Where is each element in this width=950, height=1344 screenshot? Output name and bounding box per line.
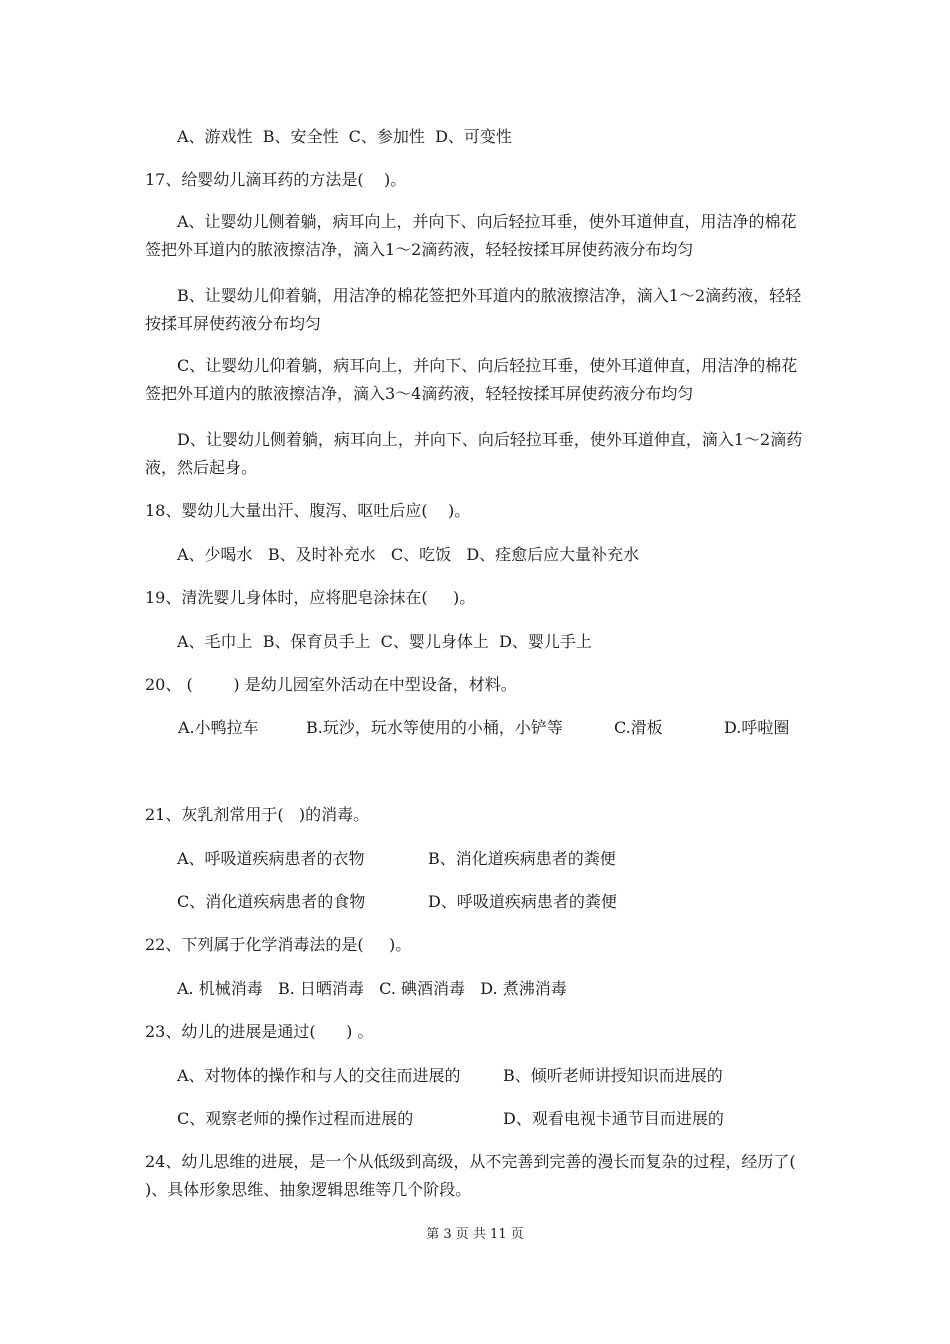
q21-option-c: C、消化道疾病患者的食物 <box>177 892 366 911</box>
q23-option-a: A、对物体的操作和与人的交往而进展的 <box>177 1066 461 1085</box>
q23-option-b: B、倾听老师讲授知识而进展的 <box>503 1066 723 1085</box>
q17-option-c: C、让婴幼儿仰着躺，病耳向上，并向下、向后轻拉耳垂，使外耳道伸直，用洁净的棉花签把外耳道内的脓液擦洁净，滴入3～4滴药液，轻轻按揉耳屏使药液分布均匀 <box>145 356 798 403</box>
q17-option-a: A、让婴幼儿侧着躺，病耳向上，并向下、向后轻拉耳垂，使外耳道伸直，用洁净的棉花签把外耳道内的脓液擦洁净，滴入1～2滴药液，轻轻按揉耳屏使药液分布均匀 <box>145 212 797 259</box>
q19-options: A、毛巾上 B、保育员手上 C、婴儿身体上 D、婴儿手上 <box>177 632 592 651</box>
q20-option-d: D.呼啦圈 <box>724 718 790 737</box>
q23-option-d: D、观看电视卡通节目而进展的 <box>503 1109 724 1128</box>
q22-options: A. 机械消毒 B. 日晒消毒 C. 碘酒消毒 D. 煮沸消毒 <box>177 979 567 998</box>
q24-stem: 24、幼儿思维的进展，是一个从低级到高级，从不完善到完善的漫长而复杂的过程，经历了( )、具体形象思维、抽象逻辑思维等几个阶段。 <box>145 1152 822 1199</box>
q16-options: A、游戏性 B、安全性 C、参加性 D、可变性 <box>177 127 512 146</box>
q21-option-d: D、呼吸道疾病患者的粪便 <box>428 892 617 911</box>
q18-options: A、少喝水 B、及时补充水 C、吃饭 D、痊愈后应大量补充水 <box>177 545 640 564</box>
q17-stem: 17、给婴幼儿滴耳药的方法是( )。 <box>145 170 407 189</box>
q17-option-b: B、让婴幼儿仰着躺，用洁净的棉花签把外耳道内的脓液擦洁净，滴入1～2滴药液，轻轻按揉耳屏使药液分布均匀 <box>145 286 802 333</box>
q23-stem: 23、幼儿的进展是通过( ) 。 <box>145 1022 374 1041</box>
q20-option-b: B.玩沙，玩水等使用的小桶，小铲等 <box>306 718 563 737</box>
q18-stem: 18、婴幼儿大量出汗、腹泻、呕吐后应( )。 <box>145 501 471 520</box>
page-footer: 第 3 页 共 11 页 <box>426 1227 524 1242</box>
q21-stem: 21、灰乳剂常用于( )的消毒。 <box>145 805 370 824</box>
q22-stem: 22、下列属于化学消毒法的是( )。 <box>145 935 412 954</box>
q23-option-c: C、观察老师的操作过程而进展的 <box>177 1109 414 1128</box>
q21-option-a: A、呼吸道疾病患者的衣物 <box>177 849 365 868</box>
q21-option-b: B、消化道疾病患者的粪便 <box>428 849 616 868</box>
q20-option-a: A.小鸭拉车 <box>178 718 259 737</box>
q20-option-c: C.滑板 <box>614 718 663 737</box>
q17-option-d: D、让婴幼儿侧着躺，病耳向上，并向下、向后轻拉耳垂，使外耳道伸直，滴入1～2滴药液，然后起身。 <box>145 430 803 477</box>
q20-stem: 20、 ( ) 是幼儿园室外活动在中型设备，材料。 <box>145 675 517 694</box>
q19-stem: 19、清洗婴儿身体时，应将肥皂涂抹在( )。 <box>145 588 476 607</box>
